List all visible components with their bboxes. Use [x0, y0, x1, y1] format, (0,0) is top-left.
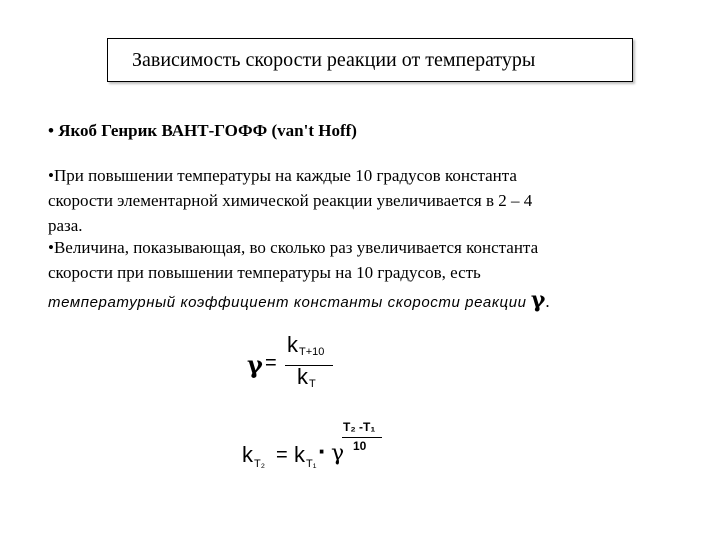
formula2-exp-num: T₂ -T₁: [343, 420, 376, 434]
formula2-dot: ·: [318, 436, 327, 466]
formula2-exp-bar: [342, 437, 382, 438]
coefficient-definition: температурный коэффициент константы скорости реакции: [48, 294, 527, 311]
para1-line-3: раза.: [48, 216, 83, 235]
gamma-symbol: γ: [530, 287, 546, 313]
formula1-den-sub: T: [309, 378, 316, 390]
period: .: [545, 292, 550, 311]
formula1-num-k: k: [287, 332, 298, 357]
formula1-equals: =: [265, 352, 277, 374]
author-line: [48, 121, 357, 141]
formula2-k1-sub: T₂: [254, 458, 265, 470]
formula2-k1: k: [242, 442, 253, 467]
formula2-k2-sub: T₁: [306, 458, 317, 470]
formula1-den-k: k: [297, 364, 308, 389]
formula1-fraction-bar: [285, 365, 333, 366]
author-name: Якоб Генрик ВАНТ-ГОФФ (van't Hoff): [58, 121, 357, 140]
formula1-gamma: γ: [247, 350, 263, 379]
formula1-num-sub: T+10: [299, 346, 325, 358]
formula2-k2: k: [294, 442, 305, 467]
formula2-equals: =: [276, 444, 288, 466]
para2-line-3: [48, 287, 550, 313]
title-box: [107, 38, 633, 82]
para2-line-2: скорости при повышении температуры на 10 градусов, есть: [48, 263, 481, 282]
formula2-gamma: γ: [331, 441, 345, 466]
slide-title: Зависимость скорости реакции от температуры: [132, 49, 536, 71]
para1-line-1: •При повышении температуры на каждые 10 градусов константа: [48, 166, 517, 185]
formula2-exp-den: 10: [353, 439, 367, 453]
author-bullet: •: [48, 121, 54, 140]
para1-line-2: скорости элементарной химической реакции увеличивается в 2 – 4: [48, 191, 533, 210]
para2-line-1: •Величина, показывающая, во сколько раз увеличивается константа: [48, 238, 539, 257]
